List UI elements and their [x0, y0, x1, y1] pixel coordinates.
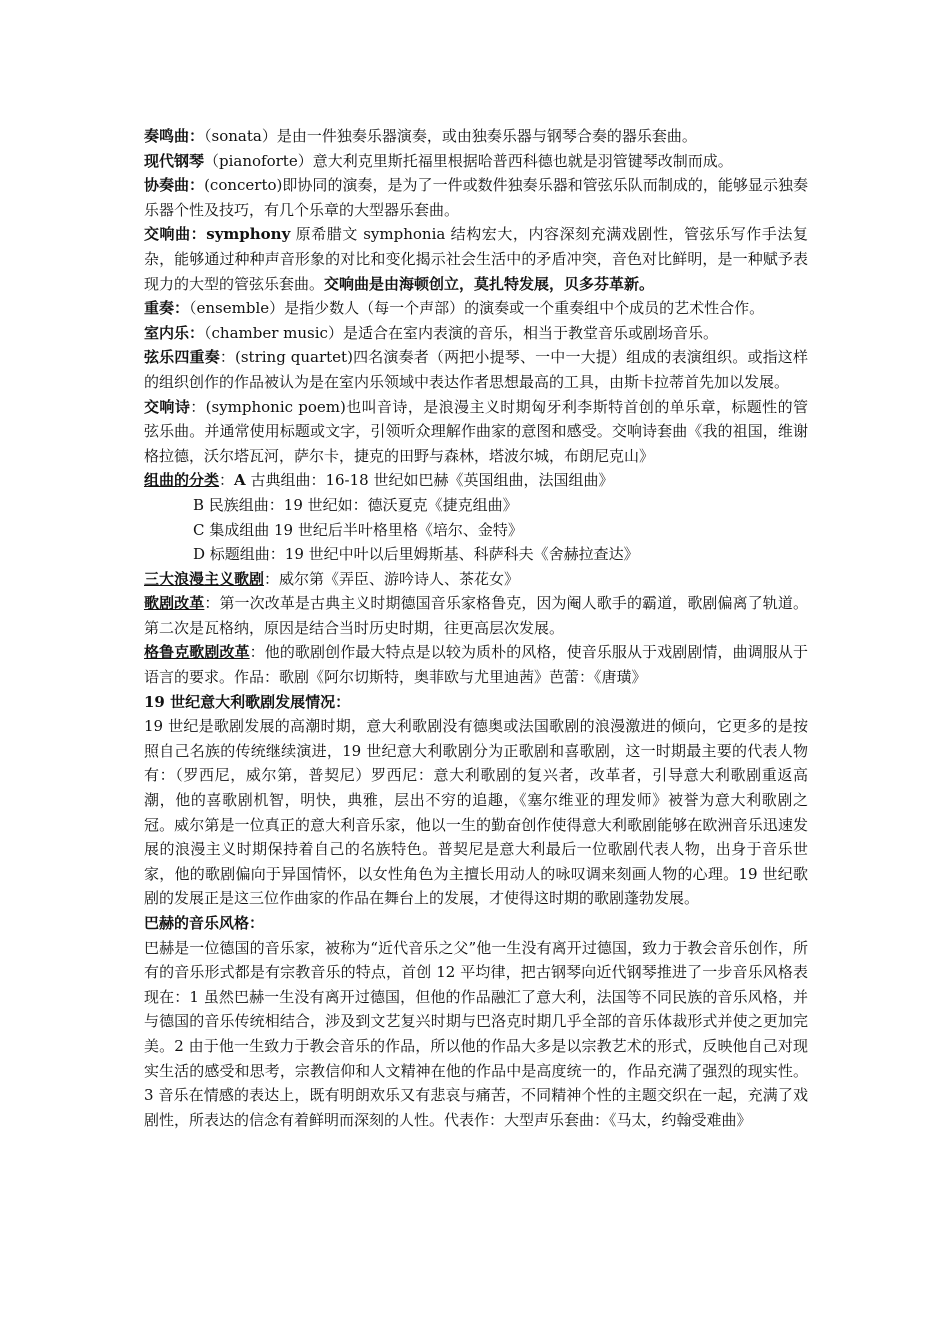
- term-heading: 现代钢琴: [144, 151, 205, 170]
- suite-item-d: D 标题组曲：19 世纪中叶以后里姆斯基、科萨科夫《舍赫拉查达》: [193, 545, 639, 564]
- definition-text: （sonata）是由一件独奏乐器演奏，或由独奏乐器与钢琴合奏的器乐套曲。: [204, 127, 697, 145]
- term-heading: 交响曲：symphony: [144, 225, 291, 244]
- definition-text: （ensemble）是指少数人（每一个声部）的演奏或一个重奏组中个成员的艺术性合作。: [189, 299, 765, 318]
- definition-text: ：(string quartet)四名演奏者（两把小提琴、一中一大提）组成的表演组织。或指这样的组织创作的作品被认为是在室内乐领域中表达作者思想最高的工具，由斯卡拉蒂首先加以发展。: [144, 348, 808, 391]
- term-heading: 协奏曲：: [144, 176, 205, 195]
- sonata-paragraph: [144, 124, 808, 149]
- document-page: [144, 124, 808, 1132]
- bach-style-heading: 巴赫的音乐风格：: [144, 914, 265, 932]
- italian-opera-paragraph: 19 世纪是歌剧发展的高潮时期，意大利歌剧没有德奥或法国歌剧的浪漫激进的倾向，它更多的是按照自己名族的传统继续演进，19 世纪意大利歌剧分为正歌剧和喜歌剧，这一时期最主要的代表人物有：（罗西尼，威尔第，普契尼）罗西尼：意大利歌剧的复兴者，改革者，引导意大利歌剧重返高潮，他的喜歌剧机智，明快，典雅，层出不穷的追趣，《塞尔维亚的理发师》被誉为意大利歌剧之冠。威尔第是一位真正的意大利音乐家，他以一生的勤奋创作使得意大利歌剧能够在欧洲音乐迅速发展的浪漫主义时期保持着自己的名族特色。普契尼是意大利最后一位歌剧代表人物，出身于音乐世家，他的歌剧偏向于异国情怀，以女性角色为主擅长用动人的咏叹调来刻画人物的心理。19 世纪歌剧的发展正是这三位作曲家的作品在舞台上的发展，才使得这时期的歌剧蓬勃发展。: [144, 717, 808, 908]
- definition-text: (concerto)即协同的演奏，是为了一件或数件独奏乐器和管弦乐队而制成的，能够显示独奏乐器个性及技巧，有几个乐章的大型器乐套曲。: [144, 176, 808, 219]
- concerto-paragraph: [144, 173, 808, 222]
- suite-text-a: 古典组曲：16-18 世纪如巴赫《英国组曲，法国组曲》: [245, 471, 614, 490]
- suite-paragraph: [144, 468, 808, 493]
- term-heading: 重奏：: [144, 299, 190, 318]
- definition-text: （chamber music）是适合在室内表演的音乐，相当于教堂音乐或剧场音乐。: [204, 323, 718, 342]
- opera-reform-paragraph: [144, 591, 808, 640]
- definition-text: ：(symphonic poem)也叫音诗，是浪漫主义时期匈牙利李斯特首创的单乐章，标题性的管弦乐曲。并通常使用标题或文字，引领听众理解作曲家的意图和感受。交响诗套曲《我的祖国，维谢格拉德，沃尔塔瓦河，萨尔卡，捷克的田野与森林，塔波尔城，布朗尼克山》: [144, 397, 808, 465]
- term-heading: 室内乐：: [144, 323, 205, 342]
- definition-text: ：威尔第《弄臣、游吟诗人、茶花女》: [264, 569, 520, 588]
- chamber-paragraph: [144, 321, 808, 346]
- underlined-heading: 组曲的分类: [144, 471, 220, 490]
- underlined-heading: 歌剧改革: [144, 594, 205, 613]
- definition-text: 原希腊文 symphonia 结构宏大，内容深刻充满戏剧性，管弦乐写作手法复杂，能够通过种种声音形象的对比和变化揭示社会生活中的矛盾冲突，音色对比鲜明，是一种赋予表现力的大型的管弦乐套曲。: [144, 225, 808, 293]
- underlined-heading: 三大浪漫主义歌剧: [144, 569, 265, 588]
- suite-label-a: A: [234, 471, 246, 490]
- term-heading: 弦乐四重奏: [144, 348, 220, 367]
- piano-paragraph: [144, 149, 808, 174]
- quartet-paragraph: [144, 345, 808, 394]
- symphony-paragraph: [144, 222, 808, 296]
- definition-text: （pianoforte）意大利克里斯托福里根据哈普西科德也就是羽管键琴改制而成。: [204, 151, 733, 170]
- suite-item-c: C 集成组曲 19 世纪后半叶格里格《培尔、金特》: [193, 520, 523, 539]
- definition-text: ：他的歌剧创作最大特点是以较为质朴的风格，使音乐服从于戏剧剧情，曲调服从于语言的要求。作品：歌剧《阿尔切斯特，奥菲欧与尤里迪茜》芭蕾：《唐璜》: [144, 643, 808, 687]
- colon-text: ：: [219, 471, 235, 490]
- term-heading: 交响诗: [144, 397, 191, 416]
- gluck-paragraph: [144, 640, 808, 689]
- ensemble-paragraph: [144, 296, 808, 321]
- underlined-heading: 格鲁克歌剧改革: [144, 643, 250, 662]
- symphonic-poem-paragraph: [144, 395, 808, 469]
- bold-summary: 交响曲是由海顿创立，莫扎特发展，贝多芬革新。: [324, 274, 655, 293]
- suite-item-b: B 民族组曲：19 世纪如：德沃夏克《捷克组曲》: [193, 495, 518, 514]
- bach-style-paragraph: 巴赫是一位德国的音乐家，被称为“近代音乐之父”他一生没有离开过德国，致力于教会音乐创作，所有的音乐形式都是有宗教音乐的特点，首创 12 平均律，把古钢琴向近代钢琴推进了一步音乐风格表现在：1 虽然巴赫一生没有离开过德国，但他的作品融汇了意大利，法国等不同民族的音乐风格，并与德国的音乐传统相结合，涉及到文艺复兴时期与巴洛克时期几乎全部的音乐体裁形式并使之更加完美。2 由于他一生致力于教会音乐的作品，所以他的作品大多是以宗教艺术的形式，反映他自己对现实生活的感受和思考，宗教信仰和人文精神在他的作品中是高度统一的，作品充满了强烈的现实性。3 音乐在情感的表达上，既有明朗欢乐又有悲哀与痛苦，不同精神个性的主题交织在一起，充满了戏剧性，所表达的信念有着鲜明而深刻的人性。代表作：大型声乐套曲：《马太，约翰受难曲》: [144, 938, 808, 1129]
- italian-opera-heading: 19 世纪意大利歌剧发展情况：: [144, 692, 351, 711]
- definition-text: ：第一次改革是古典主义时期德国音乐家格鲁克，因为阉人歌手的霸道，歌剧偏离了轨道。第二次是瓦格纳，原因是结合当时历史时期，往更高层次发展。: [144, 594, 808, 637]
- romantic-opera-paragraph: [144, 567, 808, 592]
- term-heading: 奏鸣曲：: [144, 127, 205, 145]
